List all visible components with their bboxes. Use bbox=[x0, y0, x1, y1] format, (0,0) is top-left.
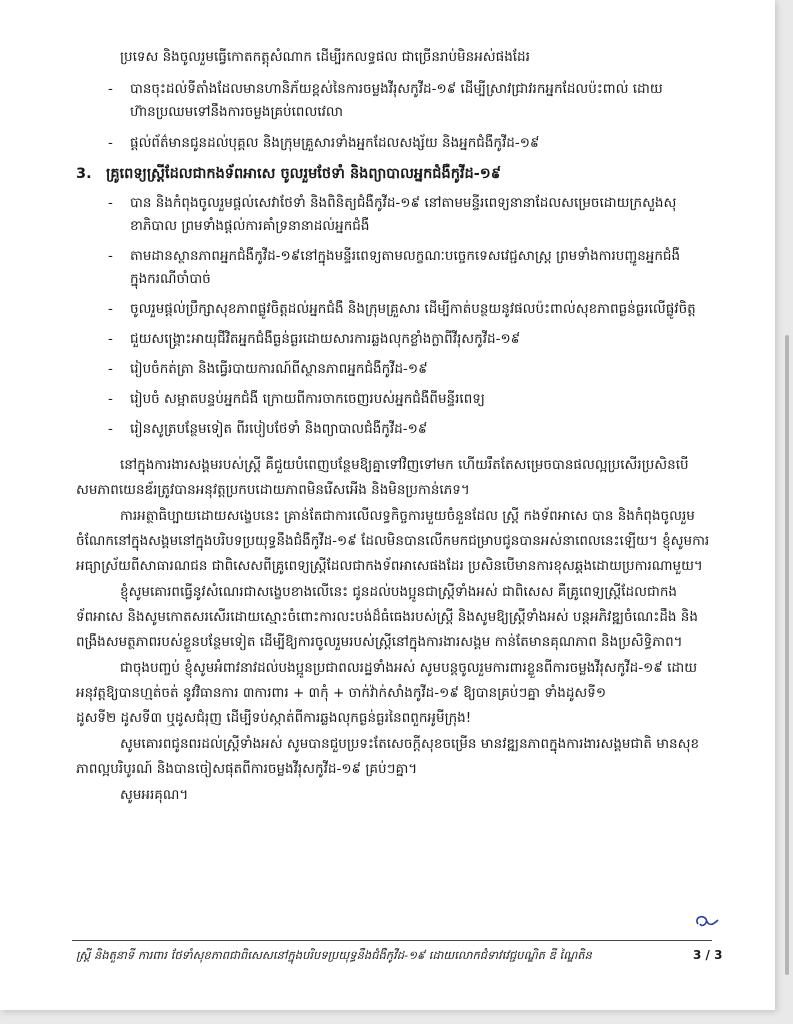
paragraph-line: ជាចុងបញ្ចប់ ខ្ញុំសូមអំពាវនាវដល់បងប្អូនប្រជាពលរដ្ឋទាំងអស់ សូមបន្តចូលរួមការពារខ្លួនពីការចម្លងវីរុសកូវីដ-១៩ ដោយ bbox=[120, 660, 698, 676]
paragraph-line: ការអត្ថាធិប្បាយដោយសង្ខេបនេះ គ្រាន់តែជាការលើលទ្ធកិច្ចការមួយចំនួនដែល ស្ត្រី កងទ័ពអាសេ បាន និងកំពុងចូលរួម bbox=[120, 508, 695, 524]
paragraph-line: ពង្រឹងសមត្ថភាពរបស់ខ្លួនបន្ថែមទៀត ដើម្បីឱ្យការចូលរួមរបស់ស្ត្រីនៅក្នុងការងារសង្គម កាន់តែមានគុណភាព និងប្រសិទ្ធិភាព។ bbox=[76, 634, 683, 650]
bullet-item-text: ចូលរួមផ្ដល់ប្រឹក្សាសុខភាពផ្លូវចិត្តដល់អ្នកជំងឺ និងក្រុមគ្រួសារ ដើម្បីកាត់បន្ថយនូវផលប៉ះពាល់សុខភាពធ្ងន់ធ្ងរលើផ្លូវចិត្ត bbox=[130, 301, 696, 317]
bullet-marker: - bbox=[108, 391, 113, 407]
paragraph-line: សូមគោរពជូនពរដល់ស្ត្រីទាំងអស់ សូមបានជួបប្រទះតែសេចក្ដីសុខចម្រើន មានវឌ្ឍនភាពក្នុងការងារសង្គមជាតិ មានសុខ bbox=[120, 736, 700, 752]
paragraph-line: នៅក្នុងការងារសង្គមរបស់ស្ត្រី គឺជួយបំពេញបន្ថែមឱ្យគ្នាទៅវិញទៅមក ហើយរឹតតែសម្រេចបានផលល្អប្រសើរប្រសិនបើ bbox=[120, 457, 689, 473]
bullet-item-text: ជួយសង្គ្រោះអាយុជីវិតអ្នកជំងឺធ្ងន់ធ្ងរដោយសារការឆ្លងលុកខ្លាំងក្លាពីវីរុសកូវីដ-១៩ bbox=[130, 331, 521, 347]
bullet-marker: - bbox=[108, 331, 113, 347]
bullet-item-text: ខាភិបាល ព្រមទាំងផ្ដល់ការគាំទ្រនានាដល់អ្នកជំងឺ bbox=[130, 218, 370, 234]
paragraph-line: ដូសទី២ ដូសទី៣ ឬដូសជំរុញ ដើម្បីទប់ស្កាត់ពីការឆ្លងលុកធ្ងន់ធ្ងរនៃពពួកអូមីក្រុង! bbox=[76, 710, 472, 726]
bullet-marker: - bbox=[108, 301, 113, 317]
section-3-title: គ្រូពេទ្យស្ត្រីដែលជាកងទ័ពអាសេ ចូលរួមថែទាំ និងព្យាបាលអ្នកជំងឺកូវីដ-១៩ bbox=[106, 166, 501, 182]
handwritten-initials bbox=[692, 910, 722, 932]
footer-caption: ស្ត្រី និងតួនាទី ការពារ ថែទាំសុខភាពជាពិសេសនៅក្នុងបរិបទប្រយុទ្ធនឹងជំងឺកូវីដ-១៩ ដោយលោកជំទាវវេជ្ជបណ្ឌិត ឌី ណៃ្ឌតិន bbox=[76, 948, 592, 962]
bullet-item-text: តាមដានស្ថានភាពអ្នកជំងឺកូវីដ-១៩នៅក្នុងមន្ទីរពេទ្យតាមលក្ខណៈបច្ចេកទេសវេជ្ជសាស្ត្រ ព្រមទាំងការបញ្ជូនអ្នកជំងឺ bbox=[130, 248, 681, 264]
paragraph-line: អធ្យាស្រ័យពីសាធារណជន ជាពិសេសពីគ្រូពេទ្យស្ត្រីដែលជាកងទ័ពអាសេផងដែរ ប្រសិនបើមានការខុសឆ្គងដោយប្រការណាមួយ។ bbox=[76, 558, 703, 574]
bullet-item-text: បាន និងកំពុងចូលរួមផ្ដល់សេវាថែទាំ និងពិនិត្យជំងឺកូវីដ-១៩ នៅតាមមន្ទីរពេទ្យនានាដែលសម្រេចដោយក្រសួងសុ bbox=[130, 195, 677, 211]
footer-divider bbox=[72, 940, 712, 941]
bullet-marker: - bbox=[108, 81, 113, 97]
paragraph-line: ខ្ញុំសូមគោរពធ្វើនូវសំណេរជាសង្ខេបខាងលើនេះ ជូនដល់បងប្អូនជាស្ត្រីទាំងអស់ ជាពិសេស គឺគ្រូពេទ្យស្ត្រីដែលជាកង bbox=[120, 584, 677, 600]
bullet-marker: - bbox=[108, 135, 113, 151]
bullet-item-text: បានចុះដល់ទីតាំងដែលមានហានិភ័យខ្ពស់នៃការចម្លងវីរុសកូវីដ-១៩ ដើម្បីស្រាវជ្រាវរកអ្នកដែលប៉ះពាល់ ដោយ bbox=[130, 81, 663, 97]
bullet-item-text: រៀនសូត្របន្ថែមទៀត ពីរបៀបថែទាំ និងព្យាបាលជំងឺកូវីដ-១៩ bbox=[130, 421, 428, 437]
section-3-number: 3. bbox=[76, 166, 92, 182]
section-3-heading bbox=[76, 163, 501, 185]
paragraph-line: ភាពល្អបរិបូរណ៍ និងបានចៀសផុតពីការចម្លងវីរុសកូវីដ-១៩ គ្រប់ៗគ្នា។ bbox=[76, 761, 418, 777]
bullet-item-text: រៀបចំ សម្អាតបន្ទប់អ្នកជំងឺ ក្រោយពីការចាកចេញរបស់អ្នកជំងឺពីមន្ទីរពេទ្យ bbox=[130, 391, 485, 407]
intro-line: ប្រទេស និងចូលរួមធ្វើកោតកត្តុសំណាក ដើម្បីរកលទ្ធផល ជាច្រើនរាប់មិនអស់ផងដែរ bbox=[120, 49, 530, 65]
bullet-marker: - bbox=[108, 361, 113, 377]
paragraph-line: សមភាពយេនឌ័រត្រូវបានអនុវត្តប្រកបដោយភាពមិនរើសអើង និងមិនប្រកាន់ភេទ។ bbox=[76, 482, 470, 498]
paragraph-line: អនុវត្តឱ្យបានហ្មត់ចត់ នូវវិធានការ ៣ការពារ + ៣កុំ + ចាក់វ៉ាក់សាំងកូវីដ-១៩ ឱ្យបានគ្រប់ៗគ្នា ទាំងដូសទី១ bbox=[76, 685, 607, 701]
page-number: 3 / 3 bbox=[693, 948, 723, 962]
bullet-item-text: ក្នុងករណីចាំបាច់ bbox=[130, 271, 211, 287]
bullet-marker: - bbox=[108, 195, 113, 211]
bullet-marker: - bbox=[108, 248, 113, 264]
paragraph-line: ចំណែកនៅក្នុងសង្គមនៅក្នុងបរិបទប្រយុទ្ធនឹងជំងឺកូវីដ-១៩ ដែលមិនបានលើកមកជម្រាបជូនបានអស់នាពេលនេះឡើយ។ ខ្ញុំសូមការ bbox=[76, 533, 710, 549]
bullet-item-text: ហ៊ានប្រឈមទៅនឹងការចម្លងគ្រប់ពេលវេលា bbox=[130, 104, 344, 120]
bullet-item-text: ផ្ដល់ព័ត៌មានជូនដល់បុគ្គល និងក្រុមគ្រួសារទាំងអ្នកដែលសង្ស័យ និងអ្នកជំងឺកូវីដ-១៩ bbox=[130, 135, 540, 151]
bullet-marker: - bbox=[108, 421, 113, 437]
paragraph-line: ទ័ពអាសេ និងសូមកោតសរសើរដោយស្មោះចំពោះការលះបង់ដ៏ធំធេងរបស់ស្ត្រី និងសូមឱ្យស្ត្រីទាំងអស់ បន្តអភិវឌ្ឍចំណេះដឹង និង bbox=[76, 609, 698, 625]
paragraph-line: សូមអរគុណ។ bbox=[120, 787, 189, 803]
bullet-item-text: រៀបចំកត់ត្រា និងធ្វើរបាយការណ៍ពីស្ថានភាពអ្នកជំងឺកូវីដ-១៩ bbox=[130, 361, 428, 377]
vertical-scrollbar[interactable] bbox=[785, 335, 789, 975]
